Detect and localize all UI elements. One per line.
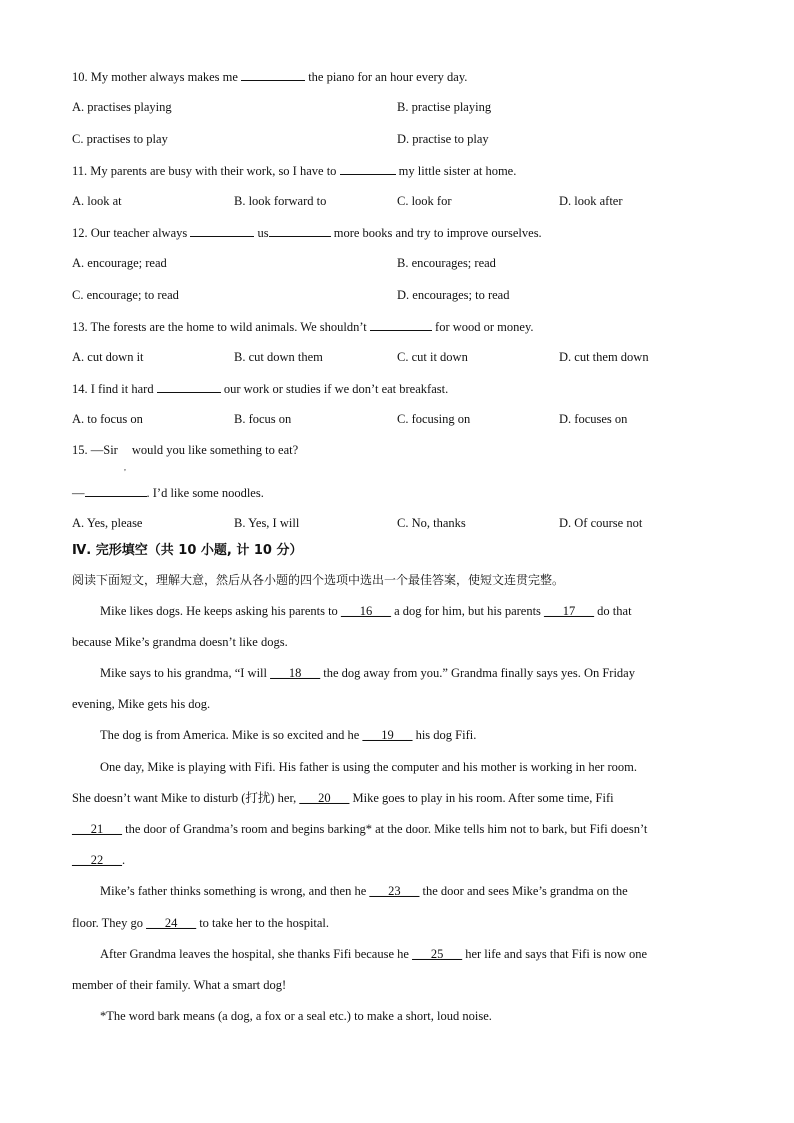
passage-text: a dog for him, but his parents (390, 604, 545, 618)
option-d: D. Of course not (559, 516, 643, 530)
passage-line (72, 603, 632, 619)
cloze-blank-25: ___25___ (412, 947, 463, 961)
cloze-blank-22: ___22___ (72, 853, 122, 867)
cloze-blank-18: ___18___ (270, 666, 321, 680)
passage-text: . (122, 853, 126, 867)
passage-text: his dog Fifi. (412, 728, 477, 742)
option-a: A. encourage; read (72, 256, 167, 270)
answer-blank (190, 224, 254, 237)
stem-text: for wood or money. (431, 320, 534, 334)
option-b: B. practise playing (397, 100, 492, 114)
question-12-stem (72, 224, 542, 241)
stem-text: our work or studies if we don’t eat breakfast. (220, 382, 449, 396)
answer-blank (85, 484, 147, 497)
answer-blank (241, 68, 305, 81)
section-instruction: 阅读下面短文，理解大意，然后从各小题的四个选项中选出一个最佳答案，使短文连贯完整。 (72, 573, 565, 587)
passage-text: the door and sees Mike’s grandma on the (419, 884, 628, 898)
option-b: B. Yes, I will (234, 516, 300, 530)
passage-text: Mike says to his grandma, “I will (100, 666, 271, 680)
option-d: D. practise to play (397, 132, 489, 146)
passage-text: Mike goes to play in his room. After some time, Fifi (349, 791, 614, 805)
section-title: Ⅳ. 完形填空（共 10 小题, 计 10 分） (72, 543, 303, 558)
question-15-stem (72, 442, 298, 458)
cloze-blank-21: ___21___ (72, 822, 122, 836)
option-c: C. practises to play (72, 132, 168, 146)
passage-line (72, 665, 635, 681)
option-d: D. encourages; to read (397, 288, 510, 302)
cloze-blank-16: ___16___ (340, 604, 391, 618)
option-c: C. cut it down (397, 350, 468, 364)
passage-text: do that (594, 604, 632, 618)
question-10-stem (72, 68, 467, 85)
option-b: B. encourages; read (397, 256, 496, 270)
option-a: A. to focus on (72, 412, 143, 426)
stem-text: would you like something to eat? (131, 443, 299, 457)
stem-text: 10. My mother always makes me (72, 70, 242, 84)
stem-text: 12. Our teacher always (72, 226, 191, 240)
footnote: *The word bark means (a dog, a fox or a seal etc.) to make a short, loud noise. (100, 1009, 492, 1023)
passage-text: The dog is from America. Mike is so excited and he (100, 728, 363, 742)
option-a: A. Yes, please (72, 516, 143, 530)
passage-text: floor. They go (72, 916, 147, 930)
option-c: C. No, thanks (397, 516, 466, 530)
passage-text: her life and says that Fifi is now one (462, 947, 648, 961)
answer-blank (370, 318, 432, 331)
question-11-stem (72, 162, 516, 179)
stem-text: 11. My parents are busy with their work, so I have to (72, 164, 340, 178)
dash-text: — (72, 486, 85, 500)
passage-text: After Grandma leaves the hospital, she thanks Fifi because he (100, 947, 413, 961)
option-d: D. focuses on (559, 412, 628, 426)
cloze-blank-23: ___23___ (369, 884, 420, 898)
option-b: B. focus on (234, 412, 292, 426)
cloze-blank-19: ___19___ (362, 728, 413, 742)
stem-text: 15. —Sir (72, 443, 118, 457)
stem-text: my little sister at home. (395, 164, 517, 178)
passage-text: Mike likes dogs. He keeps asking his parents to (100, 604, 341, 618)
stem-text: 14. I find it hard (72, 382, 157, 396)
option-b: B. look forward to (234, 194, 327, 208)
passage-line (72, 821, 647, 837)
stem-text: 13. The forests are the home to wild animals. We shouldn’t (72, 320, 370, 334)
passage-line: because Mike’s grandma doesn’t like dogs. (72, 635, 288, 649)
option-a: A. cut down it (72, 350, 144, 364)
option-b: B. cut down them (234, 350, 323, 364)
passage-line (72, 915, 329, 931)
passage-line (72, 852, 125, 868)
passage-line (72, 727, 476, 743)
passage-line: member of their family. What a smart dog! (72, 978, 287, 992)
cloze-blank-20: ___20___ (299, 791, 350, 805)
option-a: A. look at (72, 194, 122, 208)
question-14-stem (72, 380, 448, 397)
answer-blank (340, 162, 396, 175)
option-d: D. cut them down (559, 350, 649, 364)
passage-text: Mike’s father thinks something is wrong, and then he (100, 884, 370, 898)
stem-text: the piano for an hour every day. (305, 70, 468, 84)
option-c: C. focusing on (397, 412, 471, 426)
passage-text: to take her to the hospital. (196, 916, 330, 930)
cloze-blank-17: ___17___ (544, 604, 595, 618)
option-c: C. look for (397, 194, 452, 208)
stem-text: more books and try to improve ourselves. (330, 226, 542, 240)
passage-text: She doesn’t want Mike to disturb (打扰) her, (72, 791, 300, 805)
passage-line (72, 946, 647, 962)
passage-text: the door of Grandma’s room and begins barking* at the door. Mike tells him not to bark, but Fifi doesn’t (122, 822, 648, 836)
question-13-stem (72, 318, 534, 335)
answer-blank (269, 224, 331, 237)
cloze-blank-24: ___24___ (146, 916, 197, 930)
option-d: D. look after (559, 194, 623, 208)
option-a: A. practises playing (72, 100, 172, 114)
option-c: C. encourage; to read (72, 288, 179, 302)
passage-text: the dog away from you.” Grandma finally says yes. On Friday (320, 666, 635, 680)
passage-line: One day, Mike is playing with Fifi. His father is using the computer and his mother is working in her room. (100, 760, 637, 774)
reply-text: . I’d like some noodles. (146, 486, 264, 500)
comma-mark: , (124, 463, 126, 472)
stem-text: us (254, 226, 269, 240)
passage-line (72, 790, 614, 806)
question-15-reply (72, 484, 264, 501)
answer-blank (157, 380, 221, 393)
passage-line: evening, Mike gets his dog. (72, 697, 211, 711)
passage-line (72, 883, 628, 899)
